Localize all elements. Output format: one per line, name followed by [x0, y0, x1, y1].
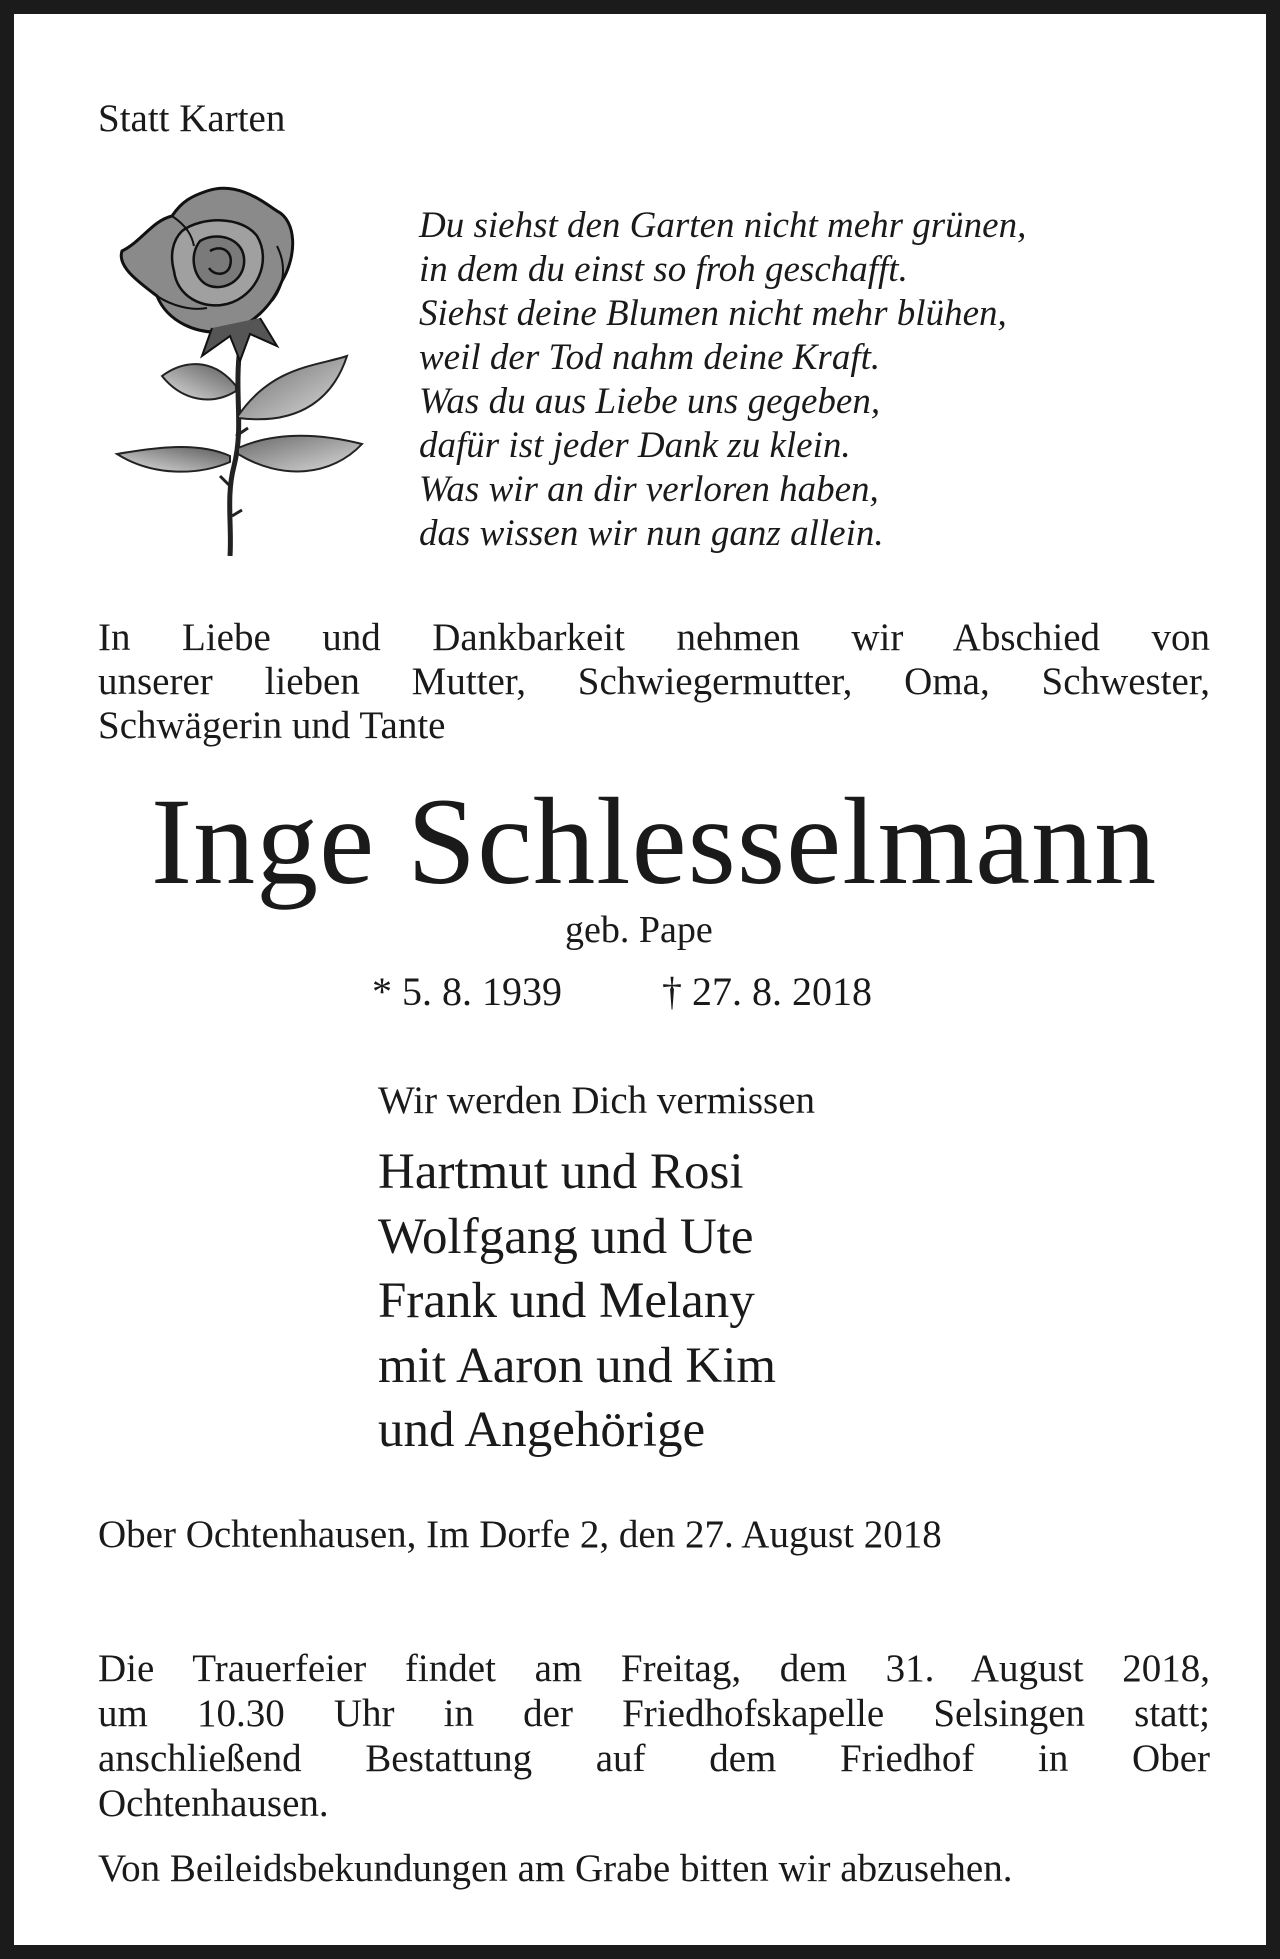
place-and-date: Ober Ochtenhausen, Im Dorfe 2, den 27. August 2018: [98, 1513, 942, 1556]
mourners-intro: Wir werden Dich vermissen: [378, 1079, 816, 1122]
mourner-name: und Angehörige: [378, 1402, 706, 1458]
service-line: anschließend Bestattung auf dem Friedhof in Ober: [98, 1737, 1210, 1780]
poem-line: dafür ist jeder Dank zu klein.: [419, 425, 851, 466]
mourner-name: Wolfgang und Ute: [378, 1208, 754, 1265]
birth-date: * 5. 8. 1939: [372, 969, 562, 1014]
funeral-service-info: [98, 1646, 1210, 1826]
mourner-name: Frank und Melany: [378, 1273, 755, 1329]
life-dates: [372, 966, 872, 1018]
mourner-name: mit Aaron und Kim: [378, 1337, 777, 1394]
poem-line: in dem du einst so froh geschafft.: [419, 249, 908, 290]
poem-line: Siehst deine Blumen nicht mehr blühen,: [419, 293, 1007, 334]
service-line: Die Trauerfeier findet am Freitag, dem 31. August 2018,: [98, 1647, 1210, 1690]
mourners-list: [378, 1140, 776, 1463]
poem-line: weil der Tod nahm deine Kraft.: [419, 337, 881, 378]
poem-line: Du siehst den Garten nicht mehr grünen,: [419, 205, 1027, 246]
poem: [419, 204, 1026, 556]
intro-line: unserer lieben Mutter, Schwiegermutter, Oma, Schwester,: [98, 660, 1210, 703]
service-line: um 10.30 Uhr in der Friedhofskapelle Selsingen statt;: [98, 1692, 1210, 1735]
intro-line: Schwägerin und Tante: [98, 704, 446, 747]
mourner-name: Hartmut und Rosi: [378, 1144, 744, 1200]
birth-name: geb. Pape: [565, 909, 713, 951]
header-statt-karten: Statt Karten: [98, 97, 286, 140]
farewell-intro: [98, 616, 1210, 748]
poem-line: Was du aus Liebe uns gegeben,: [419, 381, 881, 422]
service-line: Ochtenhausen.: [98, 1782, 329, 1825]
deceased-name: Inge Schlesselmann: [150, 773, 1158, 910]
death-date: † 27. 8. 2018: [662, 969, 872, 1014]
poem-line: das wissen wir nun ganz allein.: [419, 513, 884, 554]
intro-line: In Liebe und Dankbarkeit nehmen wir Abschied von: [98, 616, 1210, 659]
condolence-note: Von Beileidsbekundungen am Grabe bitten wir abzusehen.: [98, 1847, 1013, 1890]
poem-line: Was wir an dir verloren haben,: [419, 469, 879, 510]
rose-icon: [112, 186, 370, 556]
